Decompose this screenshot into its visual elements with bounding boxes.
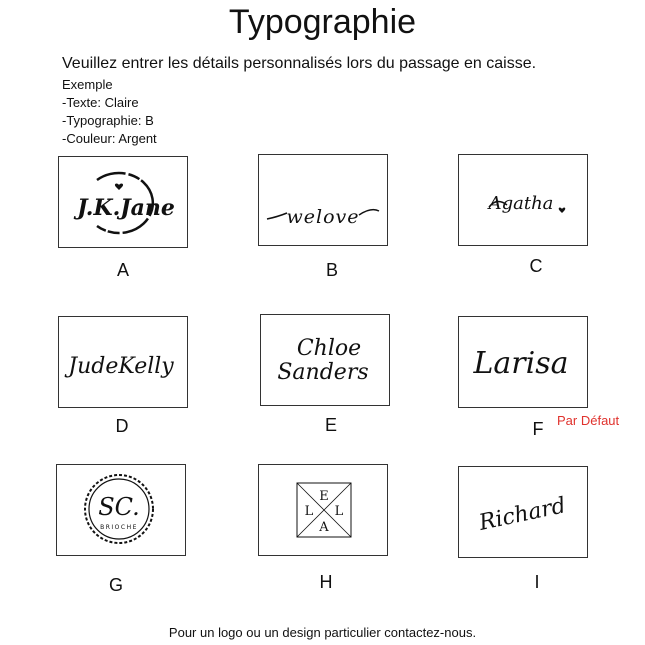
default-badge: Par Défaut bbox=[557, 413, 620, 428]
font-sample-c bbox=[459, 155, 587, 245]
font-sample-f bbox=[459, 317, 587, 407]
font-letter-e: E bbox=[324, 415, 337, 435]
font-sample-text: welove bbox=[286, 206, 360, 228]
font-sample-b bbox=[259, 155, 387, 245]
instruction-text: Veuillez entrer les détails personnalisés lors du passage en caisse. bbox=[62, 55, 537, 72]
font-card-g bbox=[56, 464, 186, 556]
font-letter-h: H bbox=[319, 572, 333, 592]
font-sample-e bbox=[261, 315, 389, 405]
font-letter-g: G bbox=[108, 575, 123, 595]
font-sample-d bbox=[59, 317, 187, 407]
font-letter-d: D bbox=[115, 416, 129, 436]
font-letter-c: C bbox=[529, 256, 543, 276]
font-card-c bbox=[458, 154, 588, 246]
font-card-b bbox=[258, 154, 388, 246]
example-heading: Exemple bbox=[62, 77, 113, 92]
font-letter-f: F bbox=[532, 419, 544, 439]
page-title: Typographie bbox=[228, 3, 417, 41]
font-letter-b: B bbox=[325, 260, 338, 280]
font-sample-text: SC. bbox=[98, 493, 140, 521]
example-line-text: -Texte: Claire bbox=[62, 95, 139, 110]
font-sample-text-line2: Sanders bbox=[277, 360, 369, 385]
font-letter-a: A bbox=[116, 260, 129, 280]
font-card-a bbox=[58, 156, 188, 248]
font-sample-a bbox=[59, 157, 187, 247]
font-sample-text-line1: Chloe bbox=[296, 336, 362, 361]
font-card-e bbox=[260, 314, 390, 406]
example-block bbox=[62, 76, 157, 148]
font-letter-i: I bbox=[534, 572, 540, 592]
font-card-i bbox=[458, 466, 588, 558]
font-sample-text: Larisa bbox=[473, 346, 569, 381]
monogram-letter: L bbox=[334, 504, 344, 519]
font-sample-i bbox=[459, 467, 587, 557]
monogram-letter: A bbox=[319, 520, 329, 535]
font-card-f bbox=[458, 316, 588, 408]
font-sample-subtext: BRIOCHE bbox=[100, 524, 138, 531]
font-sample-g bbox=[57, 465, 185, 555]
heart-icon bbox=[115, 184, 123, 190]
font-sample-text: Agatha bbox=[488, 193, 554, 214]
font-sample-text: Richard bbox=[476, 493, 569, 536]
font-sample-h bbox=[259, 465, 387, 555]
font-sample-text: JudeKelly bbox=[68, 354, 174, 379]
example-line-color: -Couleur: Argent bbox=[62, 131, 157, 146]
font-card-d bbox=[58, 316, 188, 408]
monogram-letter: E bbox=[319, 489, 329, 504]
heart-icon bbox=[559, 208, 566, 213]
example-line-typography: -Typographie: B bbox=[62, 113, 154, 128]
monogram-letter: L bbox=[304, 504, 314, 519]
font-card-h bbox=[258, 464, 388, 556]
footer-contact-text: Pour un logo ou un design particulier contactez-nous. bbox=[168, 625, 477, 640]
font-sample-text: J.K.Jane bbox=[77, 195, 175, 221]
